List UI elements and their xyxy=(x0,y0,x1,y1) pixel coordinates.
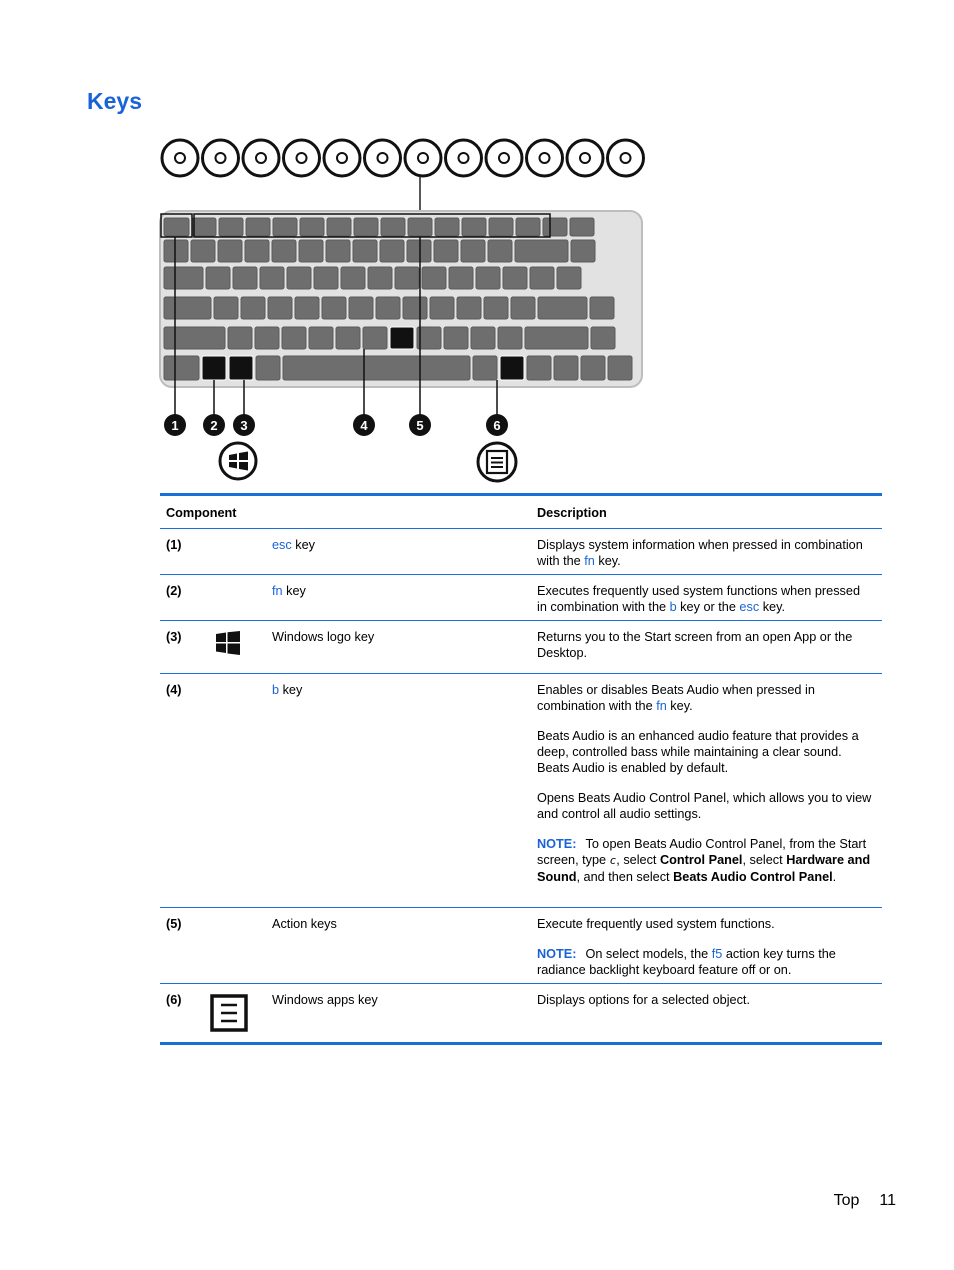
action-key-icons xyxy=(162,140,644,176)
keyboard-figure xyxy=(150,128,650,488)
row-number: (1) xyxy=(166,538,182,552)
page-number: 11 xyxy=(879,1192,896,1209)
table-header xyxy=(160,496,882,528)
component-name: Windows apps key xyxy=(272,993,378,1007)
component-name: esc key xyxy=(272,538,316,552)
volume-up-icon xyxy=(527,140,563,176)
brightness-up-icon xyxy=(243,140,279,176)
mute-icon xyxy=(567,140,603,176)
row-number: (3) xyxy=(166,630,182,644)
windows-logo-icon xyxy=(220,443,256,479)
callout-label: 6 xyxy=(493,418,501,433)
description: Execute frequently used system functions. NOTE: On select models, the f5 action key turns the radiance backlight keyboard feature off or on. xyxy=(537,916,872,978)
table-row xyxy=(160,574,882,620)
windows-apps-icon xyxy=(210,994,248,1032)
row-number: (2) xyxy=(166,584,182,598)
next-track-icon xyxy=(446,140,482,176)
page-title: Keys xyxy=(87,88,142,114)
component-table xyxy=(160,493,882,1045)
table-row xyxy=(160,620,882,673)
row-number: (5) xyxy=(166,917,182,931)
row-number: (6) xyxy=(166,993,182,1007)
header-description: Description xyxy=(537,506,607,520)
description: Displays system information when pressed in combination with the fn key. xyxy=(537,538,863,568)
previous-track-icon xyxy=(365,140,401,176)
header-component: Component xyxy=(166,506,237,520)
display-switch-icon xyxy=(284,140,320,176)
help-icon xyxy=(162,140,198,176)
volume-down-icon xyxy=(486,140,522,176)
callout-label: 4 xyxy=(360,418,368,433)
description: Executes frequently used system functions when pressed in combination with the b key or the esc key. xyxy=(537,584,860,614)
callout-label: 2 xyxy=(210,418,218,433)
row-number: (4) xyxy=(166,683,182,697)
footer-section: Top xyxy=(833,1192,860,1209)
keyboard-backlight-icon xyxy=(324,140,360,176)
callout-label: 5 xyxy=(416,418,424,433)
table-row xyxy=(160,528,882,574)
brightness-down-icon xyxy=(203,140,239,176)
description: Returns you to the Start screen from an open App or the Desktop. xyxy=(537,630,853,660)
wireless-icon xyxy=(608,140,644,176)
component-name: Action keys xyxy=(272,917,337,931)
callout-label: 1 xyxy=(171,418,179,433)
windows-apps-icon xyxy=(478,443,516,481)
page-footer xyxy=(834,1192,896,1210)
description: Enables or disables Beats Audio when pressed in combination with the fn key. Beats Audio is an enhanced audio feature that provides a deep, controlled bass while maintaining a clear sound. Beats Audio is enabled by default. Opens Beats Audio Control Panel, which allows you to view and control all audio settings. NOTE: To open Beats Audio Control Panel, from the Start screen, type c, select Control Panel, select Hardware and Sound, and then select Beats Audio Control Panel. xyxy=(537,683,872,884)
component-name: Windows logo key xyxy=(272,630,375,644)
table-row xyxy=(160,983,882,1042)
table-row xyxy=(160,907,882,983)
component-name: b key xyxy=(272,683,303,697)
note: NOTE: On select models, the f5 action key turns the radiance backlight keyboard feature off or on. xyxy=(537,947,836,977)
play-pause-icon xyxy=(405,140,441,176)
windows-logo-icon xyxy=(216,631,240,655)
note: NOTE: To open Beats Audio Control Panel, from the Start screen, type c, select Control Panel, select Hardware and Sound, and then select Beats Audio Control Panel. xyxy=(537,837,871,884)
component-name: fn key xyxy=(272,584,306,598)
callout-label: 3 xyxy=(240,418,248,433)
table-row xyxy=(160,673,882,907)
keyboard-illustration xyxy=(160,211,642,387)
description: Displays options for a selected object. xyxy=(537,993,750,1007)
